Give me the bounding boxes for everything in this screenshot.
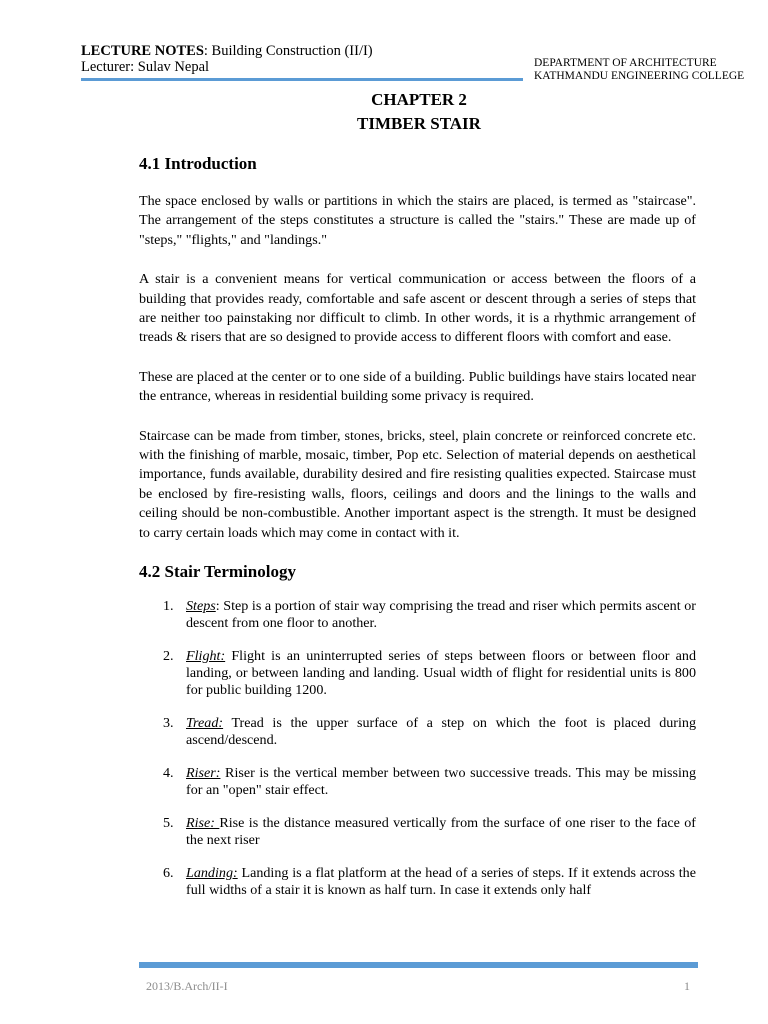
list-number: 4. <box>163 765 174 782</box>
list-item <box>139 815 696 849</box>
term-label: Riser: <box>186 765 221 782</box>
footer-rule <box>139 962 698 968</box>
term-label: Rise: <box>186 815 220 832</box>
list-item <box>139 865 696 899</box>
list-item <box>139 765 696 799</box>
intro-paragraph: The space enclosed by walls or partitions in which the stairs are placed, is termed as "staircase". The arrangement of the steps constitutes a structure is called the "stairs." These are made up of "steps," "flights," and "landings." <box>139 193 696 248</box>
term-label: Tread: <box>186 715 224 732</box>
header-rule <box>81 78 523 81</box>
section-heading-terminology: 4.2 Stair Terminology <box>139 562 296 582</box>
term-label: Landing: <box>186 865 238 882</box>
footer-course-code: 2013/B.Arch/II-I <box>146 979 228 993</box>
term-definition: Rise is the distance measured vertically from the surface of one riser to the face of the next riser <box>186 815 696 849</box>
list-item <box>139 598 696 632</box>
lecture-notes-label: LECTURE NOTES <box>81 43 204 59</box>
page-header-right <box>534 57 744 83</box>
list-number: 6. <box>163 865 174 882</box>
list-item <box>139 715 696 749</box>
term-definition: Riser is the vertical member between two successive treads. This may be missing for an "open" stair effect. <box>186 765 696 799</box>
term-definition: Flight is an uninterrupted series of steps between floors or between floor and landing, or between landing and landing. Usual width of flight for residential units is 800 for public building 1200. <box>186 648 696 699</box>
chapter-title: TIMBER STAIR <box>357 114 481 133</box>
page-header-left <box>81 43 373 75</box>
lecturer-name: Lecturer: Sulav Nepal <box>81 59 210 75</box>
intro-paragraph: These are placed at the center or to one side of a building. Public buildings have stairs located near the entrance, whereas in residential building some privacy is required. <box>139 368 696 405</box>
terminology-list <box>139 598 696 899</box>
term-definition: Landing is a flat platform at the head of a series of steps. If it extends across the full widths of a stair it is known as half turn. In case it extends only half <box>186 865 696 899</box>
course-name: : Building Construction (II/I) <box>203 43 373 59</box>
list-number: 3. <box>163 715 174 732</box>
college-name: KATHMANDU ENGINEERING COLLEGE <box>534 70 745 82</box>
list-number: 5. <box>163 815 174 832</box>
department-name: DEPARTMENT OF ARCHITECTURE <box>534 57 717 69</box>
term-label: Steps <box>186 598 216 615</box>
chapter-heading <box>0 88 768 136</box>
chapter-number: CHAPTER 2 <box>371 90 467 109</box>
list-number: 2. <box>163 648 174 665</box>
section-heading-introduction: 4.1 Introduction <box>139 154 257 173</box>
list-number: 1. <box>163 598 174 615</box>
intro-paragraph: A stair is a convenient means for vertical communication or access between the floors of a building that provides ready, comfortable and safe ascent or descent through a series of steps that are neither too painstaking nor difficult to climb. In other words, it is a rhythmic arrangement of treads & risers that are so designed to provide access to different floors with comfort and ease. <box>139 271 696 346</box>
term-label: Flight: <box>186 648 226 665</box>
intro-paragraph: Staircase can be made from timber, stones, bricks, steel, plain concrete or reinforced concrete etc. with the finishing of marble, mosaic, timber, Pop etc. Selection of material depends on aesthetical importance, funds available, durability desired and fire resisting qualities expected. Staircase must be enclosed by fire-resisting walls, floors, ceilings and doors and the linings to the walls and ceiling should be non-combustible. Another important aspect is the strength. It must be designed to carry certain loads which may come in contact with it. <box>139 427 696 541</box>
term-definition: : Step is a portion of stair way comprising the tread and riser which permits ascent or descent from one floor to another. <box>186 598 696 632</box>
list-item <box>139 648 696 699</box>
page-number: 1 <box>684 979 690 993</box>
term-definition: Tread is the upper surface of a step on which the foot is placed during ascend/descend. <box>186 715 696 749</box>
document-body <box>139 152 696 915</box>
